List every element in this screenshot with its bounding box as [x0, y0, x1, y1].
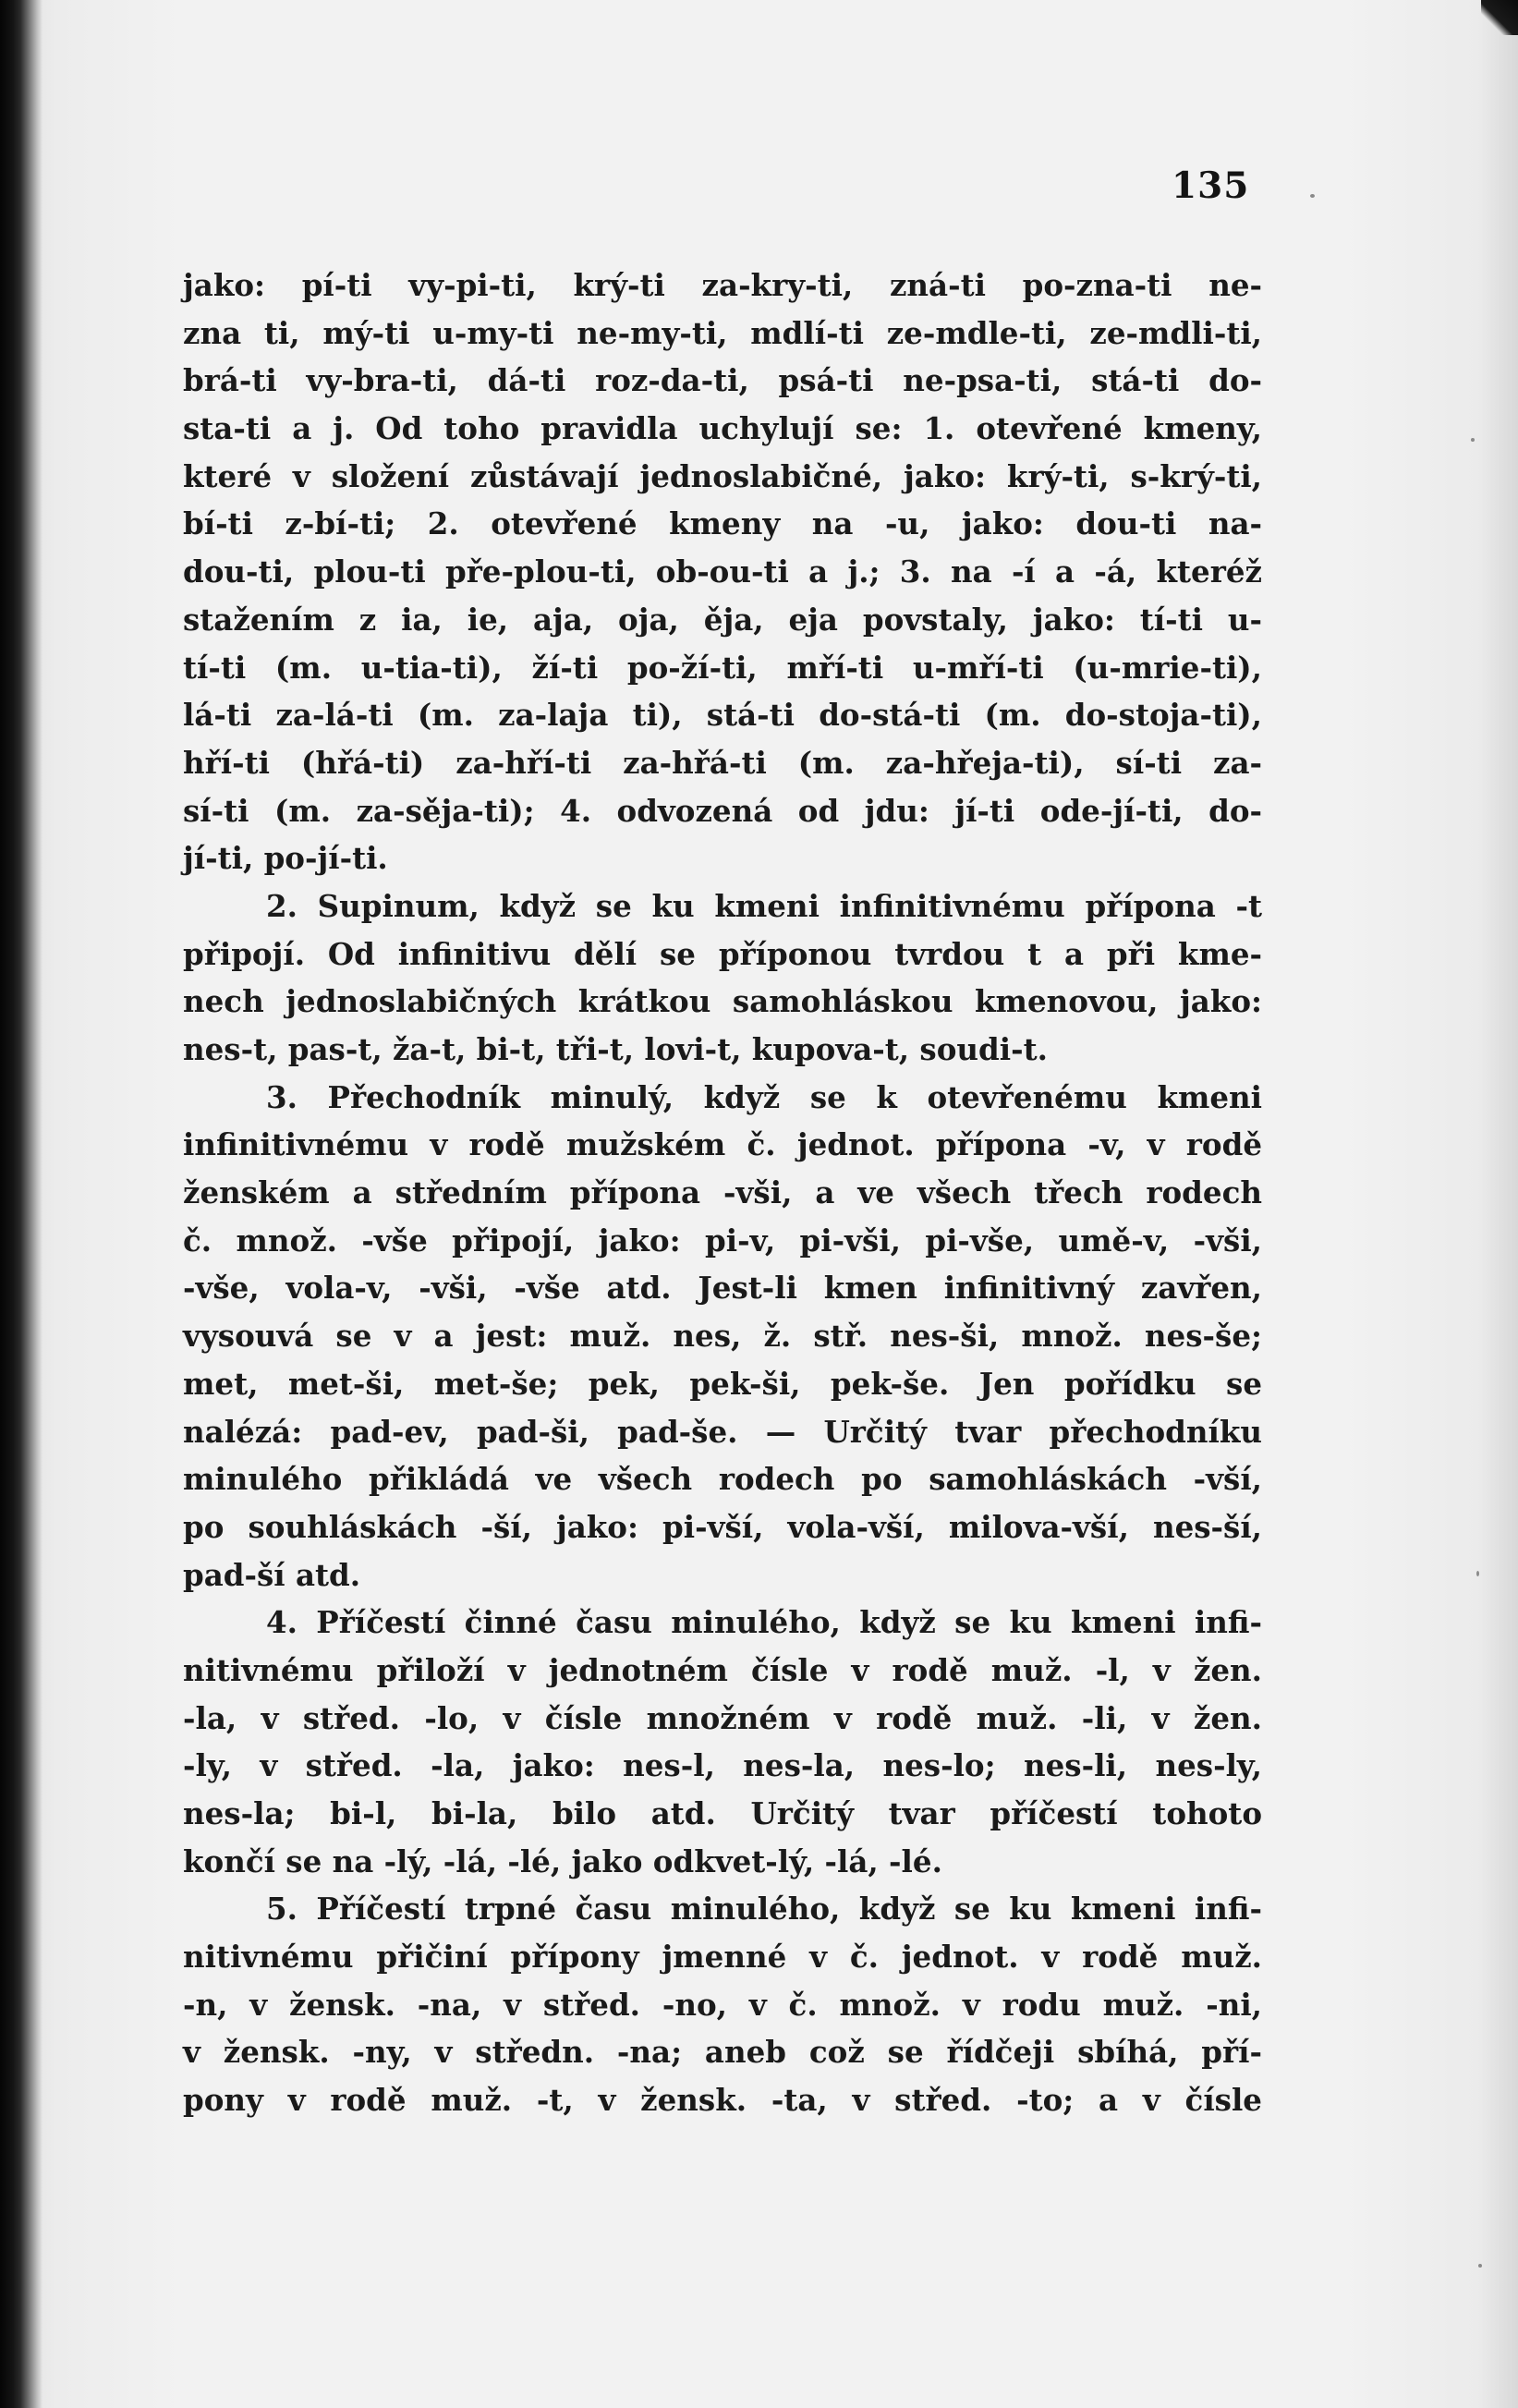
text-line: nech jednoslabičných krátkou samohláskou kmenovou, jako:: [183, 983, 1262, 1020]
text-line: sí-ti (m. za-sěja-ti); 4. odvozená od jdu: jí-ti ode-jí-ti, do-: [183, 792, 1262, 829]
text-line-paragraph-start: 3. Přechodník minulý, když se k otevřenému kmeni: [266, 1078, 1262, 1115]
scan-corner-shadow: [1481, 0, 1518, 35]
paper-speck: [1310, 194, 1315, 198]
text-line-paragraph-end: pad-ší atd.: [183, 1556, 361, 1593]
text-line: nes-la; bi-l, bi-la, bilo atd. Určitý tvar příčestí tohoto: [183, 1795, 1262, 1831]
paper-speck: [1471, 438, 1475, 442]
text-line: -la, v střed. -lo, v čísle množném v rodě muž. -li, v žen.: [183, 1699, 1262, 1736]
text-line: vysouvá se v a jest: muž. nes, ž. stř. nes-ši, množ. nes-še;: [183, 1318, 1262, 1355]
text-line-paragraph-end: končí se na -lý, -lá, -lé, jako odkvet-lý, -lá, -lé.: [183, 1842, 942, 1879]
text-line-paragraph-start: 4. Příčestí činné času minulého, když se ku kmeni infi-: [266, 1604, 1262, 1641]
text-line: hří-ti (hřá-ti) za-hří-ti za-hřá-ti (m. za-hřeja-ti), sí-ti za-: [183, 744, 1262, 781]
text-line: nalézá: pad-ev, pad-ši, pad-še. — Určitý tvar přechodníku: [183, 1413, 1262, 1450]
text-line: lá-ti za-lá-ti (m. za-laja ti), stá-ti do-stá-ti (m. do-stoja-ti),: [183, 697, 1262, 734]
text-line-paragraph-start: 2. Supinum, když se ku kmeni infinitivnému přípona -t: [266, 887, 1262, 924]
body-text: [183, 261, 1262, 2124]
text-line: nitivnému přiloží v jednotném čísle v rodě muž. -l, v žen.: [183, 1651, 1262, 1688]
book-binding-shadow: [0, 0, 43, 2408]
text-line: -ly, v střed. -la, jako: nes-l, nes-la, nes-lo; nes-li, nes-ly,: [183, 1747, 1262, 1784]
text-line: které v složení zůstávají jednoslabičné, jako: krý-ti, s-krý-ti,: [183, 457, 1262, 494]
text-line: nitivnému přičiní přípony jmenné v č. jednot. v rodě muž.: [183, 1939, 1262, 1976]
text-line: dou-ti, plou-ti pře-plou-ti, ob-ou-ti a j.; 3. na -í a -á, kteréž: [183, 553, 1262, 590]
text-line-paragraph-end: nes-t, pas-t, ža-t, bi-t, tři-t, lovi-t, kupova-t, soudi-t.: [183, 1031, 1048, 1067]
text-line: ženském a středním přípona -vši, a ve všech třech rodech: [183, 1174, 1262, 1211]
text-line: -vše, vola-v, -vši, -vše atd. Jest-li kmen infinitivný zavřen,: [183, 1270, 1262, 1307]
text-line: brá-ti vy-bra-ti, dá-ti roz-da-ti, psá-ti ne-psa-ti, stá-ti do-: [183, 362, 1262, 399]
text-line: minulého přikládá ve všech rodech po samohláskách -vší,: [183, 1461, 1262, 1498]
text-line: zna ti, mý-ti u-my-ti ne-my-ti, mdlí-ti ze-mdle-ti, ze-mdli-ti,: [183, 314, 1262, 351]
page-number: 135: [1172, 164, 1250, 207]
text-line: připojí. Od infinitivu dělí se příponou tvrdou t a při kme-: [183, 935, 1262, 972]
text-line: -n, v žensk. -na, v střed. -no, v č. množ. v rodu muž. -ni,: [183, 1986, 1262, 2023]
text-line: v žensk. -ny, v středn. -na; aneb což se řídčeji sbíhá, pří-: [183, 2034, 1262, 2071]
text-line: stažením z ia, ie, aja, oja, ěja, eja povstaly, jako: tí-ti u-: [183, 601, 1262, 638]
text-line: č. množ. -vše připojí, jako: pi-v, pi-vši, pi-vše, umě-v, -vši,: [183, 1222, 1262, 1259]
text-line: sta-ti a j. Od toho pravidla uchylují se: 1. otevřené kmeny,: [183, 410, 1262, 447]
paper-speck: [1478, 2264, 1482, 2268]
text-line: bí-ti z-bí-ti; 2. otevřené kmeny na -u, jako: dou-ti na-: [183, 505, 1262, 542]
text-line-paragraph-end: jí-ti, po-jí-ti.: [183, 840, 388, 877]
text-line-paragraph-start: 5. Příčestí trpné času minulého, když se ku kmeni infi-: [266, 1891, 1262, 1928]
text-line: jako: pí-ti vy-pi-ti, krý-ti za-kry-ti, zná-ti po-zna-ti ne-: [183, 267, 1262, 303]
text-line: tí-ti (m. u-tia-ti), ží-ti po-ží-ti, mří-ti u-mří-ti (u-mrie-ti),: [183, 649, 1262, 686]
text-line: met, met-ši, met-še; pek, pek-ši, pek-še. Jen pořídku se: [183, 1365, 1262, 1402]
text-line: po souhláskách -ší, jako: pi-vší, vola-vší, milova-vší, nes-ší,: [183, 1508, 1262, 1545]
text-line: infinitivnému v rodě mužském č. jednot. přípona -v, v rodě: [183, 1126, 1262, 1163]
paper-speck: [1476, 1571, 1479, 1576]
text-line: pony v rodě muž. -t, v žensk. -ta, v střed. -to; a v čísle: [183, 2082, 1262, 2119]
